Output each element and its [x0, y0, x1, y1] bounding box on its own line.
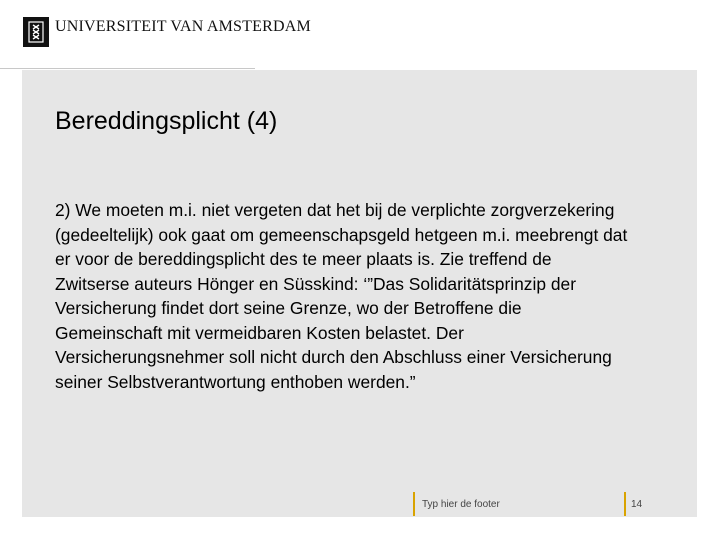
- header-divider: [0, 68, 255, 69]
- slide-title: Bereddingsplicht (4): [55, 107, 278, 135]
- slide-body-text: 2) We moeten m.i. niet vergeten dat het bij de verplichte zorgverzekering (gedeeltelijk) ook gaat om gemeenschapsgeld hetgeen m.i. meebrengt dat er voor de bereddingsplicht des te meer plaats is. Zie treffend de Zwitserse auteurs Hönger en Süsskind: ‘”Das Solidaritätsprinzip der Versicherung findet dort seine Grenze, wo der Betroffene die Gemeinschaft mit vermeidbaren Kosten belastet. Der Versicherungsnehmer soll nicht durch den Abschluss einer Versicherung seiner Selbstverantwortung enthoben werden.”: [55, 200, 628, 392]
- footer-text: Typ hier de footer: [422, 499, 500, 510]
- university-name: UNIVERSITEIT VAN AMSTERDAM: [55, 18, 311, 35]
- page-number-divider: [624, 492, 626, 516]
- page-number: 14: [631, 499, 643, 510]
- footer-divider: [413, 492, 415, 516]
- uva-shield-icon: [23, 17, 49, 47]
